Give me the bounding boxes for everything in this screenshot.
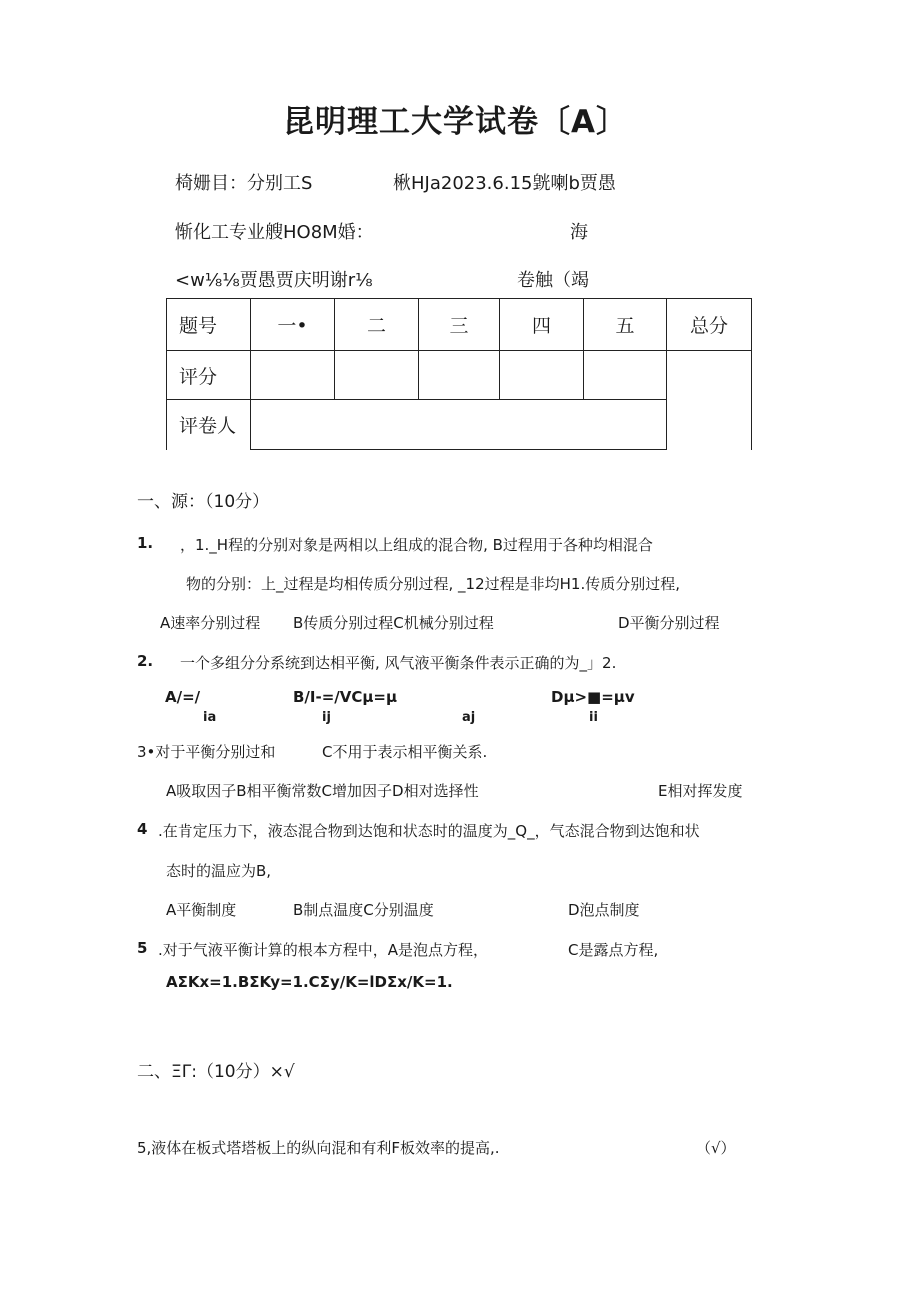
score-table xyxy=(166,298,752,450)
q1-line2: 物的分别：上_过程是均相传质分别过程, _12过程是非均H1.传质分别过程, xyxy=(186,575,680,593)
q2-option-d: Dμ>■=μv xyxy=(551,688,635,706)
q5-formula: AΣKx=1.BΣKy=1.CΣy/K=lDΣx/K=1. xyxy=(166,973,453,991)
total-score-cell xyxy=(667,351,752,450)
q3-line1: 3•对于平衡分别过和 xyxy=(137,743,276,761)
section-2-heading: 二、ΞΓ:（10分）×√ xyxy=(137,1062,295,1082)
q3-options: A吸取因子B相平衡常数C增加因子D相对选择性 xyxy=(166,782,479,800)
section-1-heading: 一、源：（10分） xyxy=(137,492,270,512)
q5-answer-text: C是露点方程, xyxy=(568,941,659,959)
q1-number: 1. xyxy=(137,534,154,552)
score-cell xyxy=(500,351,584,400)
score-cell xyxy=(584,351,667,400)
score-row-label: 评分 xyxy=(167,351,251,400)
grader-row xyxy=(167,400,752,450)
q2-option-a: A/=/ xyxy=(165,688,201,706)
s2-q5-answer: （√） xyxy=(696,1139,736,1157)
q4-line2: 态时的温应为B, xyxy=(166,862,272,880)
grader-row-label: 评卷人 xyxy=(167,400,251,450)
q2-line1: 一个多组分分系统到达相平衡, 风气液平衡条件表示正确的为_」2. xyxy=(180,654,617,672)
q2-subscript-a: ia xyxy=(203,710,217,725)
q3-option-e: E相对挥发度 xyxy=(658,782,743,800)
score-cell xyxy=(251,351,335,400)
q3-answer-text: C不用于表示相平衡关系. xyxy=(322,743,488,761)
score-table-header-row xyxy=(167,299,752,351)
teacher-line: <w⅛⅛贾愚贾庆明谢r⅛ xyxy=(175,270,373,291)
exam-date-line: 楸HJa2023.6.15皝喇b贾愚 xyxy=(393,173,616,194)
score-row xyxy=(167,351,752,400)
header-cell-1: 一• xyxy=(251,299,335,351)
course-line: 椅姗目：分别工S xyxy=(175,173,313,194)
score-cell xyxy=(419,351,500,400)
q2-subscript-d: ii xyxy=(589,710,598,725)
q2-option-bc: B/I-=/VCμ=μ xyxy=(293,688,398,706)
q4-option-d: D泡点制度 xyxy=(568,901,640,919)
header-cell-5: 五 xyxy=(584,299,667,351)
q1-option-a: A速率分别过程 xyxy=(160,614,261,632)
q4-number: 4 xyxy=(137,820,148,838)
q5-line1: .对于气液平衡计算的根本方程中，A是泡点方程， xyxy=(158,941,489,959)
q1-line1: ，1._H程的分别对象是两相以上组成的混合物, B过程用于各种均相混合 xyxy=(180,536,653,554)
q4-option-a: A平衡制度 xyxy=(166,901,237,919)
page-title: 昆明理工大学试卷〔A〕 xyxy=(283,104,628,140)
paper-type-line: 卷触（竭 xyxy=(517,270,589,291)
header-cell-total: 总分 xyxy=(667,299,752,351)
q2-subscript-c: aj xyxy=(462,710,476,725)
header-cell-2: 二 xyxy=(335,299,419,351)
q4-line1: .在肯定压力下，液态混合物到达饱和状态时的温度为_Q_，气态混合物到达饱和状 xyxy=(158,822,700,840)
s2-q5-text: 5,液体在板式塔塔板上的纵向混和有利F板效率的提高,. xyxy=(137,1139,500,1157)
header-cell-4: 四 xyxy=(500,299,584,351)
class-line: 海 xyxy=(570,222,588,243)
q2-number: 2. xyxy=(137,652,154,670)
q1-option-d: D平衡分别过程 xyxy=(618,614,720,632)
score-cell xyxy=(335,351,419,400)
q4-option-bc: B制点温度C分别温度 xyxy=(293,901,434,919)
major-line: 惭化工专业艘HO8M婚： xyxy=(175,222,374,243)
q5-number: 5 xyxy=(137,939,148,957)
header-cell-3: 三 xyxy=(419,299,500,351)
q1-option-bc: B传质分别过程C机械分别过程 xyxy=(293,614,494,632)
q2-subscript-b: ij xyxy=(322,710,331,725)
grader-cell xyxy=(251,400,667,450)
header-cell-question-no: 题号 xyxy=(167,299,251,351)
